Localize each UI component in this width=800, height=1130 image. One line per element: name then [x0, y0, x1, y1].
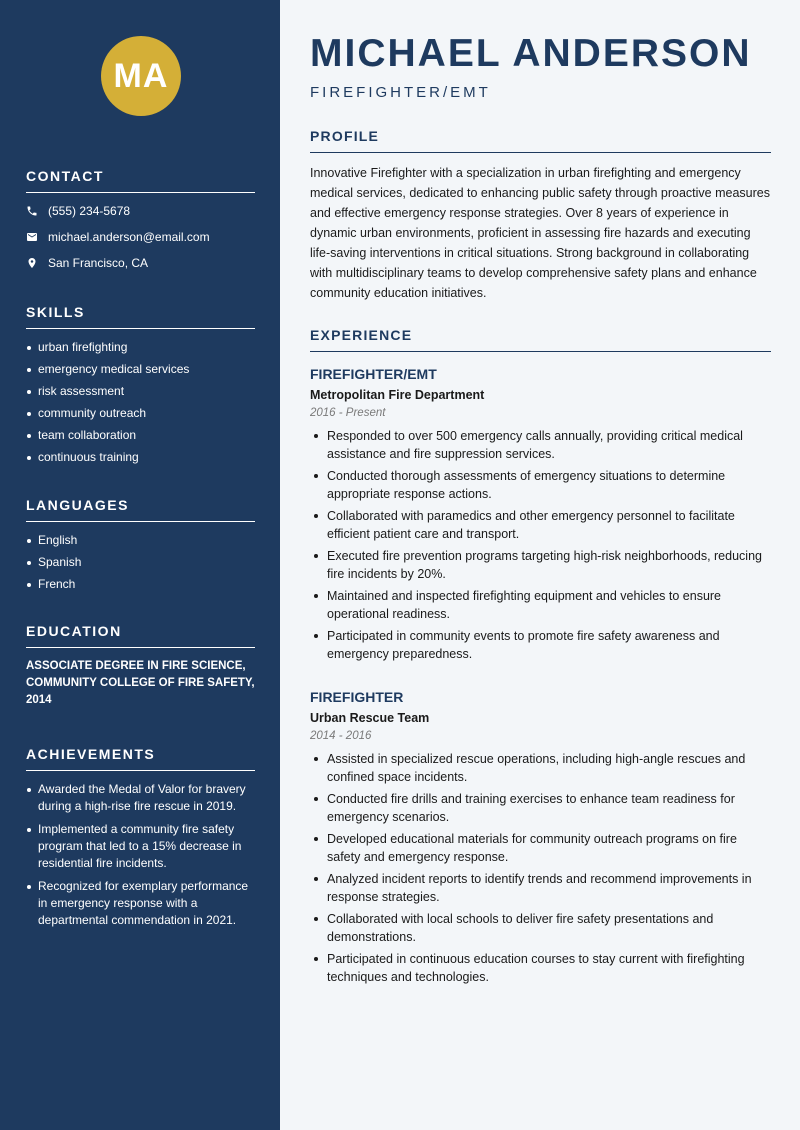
- profile-section: [310, 128, 771, 303]
- candidate-name: MICHAEL ANDERSON: [310, 32, 752, 75]
- sidebar: [0, 0, 280, 1130]
- job-dates: 2014 - 2016: [310, 730, 372, 742]
- education-entry: ASSOCIATE DEGREE IN FIRE SCIENCE, COMMUNITY COLLEGE OF FIRE SAFETY, 2014: [26, 660, 255, 706]
- profile-heading: PROFILE: [310, 128, 771, 153]
- education-heading: EDUCATION: [26, 623, 255, 648]
- contact-email-text[interactable]: michael.anderson@email.com: [48, 229, 210, 244]
- skill-item: community outreach: [26, 405, 255, 422]
- contact-heading: CONTACT: [26, 168, 255, 193]
- job-bullet: Participated in continuous education courses to stay current with firefighting techniques and technologies.: [310, 950, 771, 986]
- achievement-item: Implemented a community fire safety program that led to a 15% decrease in residential fire incidents.: [26, 821, 255, 872]
- skill-item: risk assessment: [26, 383, 255, 400]
- job-bullet: Responded to over 500 emergency calls annually, providing critical medical assistance and fire suppression services.: [310, 427, 771, 463]
- job-bullet: Developed educational materials for community outreach programs on fire safety and emergency response.: [310, 830, 771, 866]
- skills-heading: SKILLS: [26, 304, 255, 329]
- avatar: MA: [101, 36, 181, 116]
- job-bullet: Assisted in specialized rescue operations, including high-angle rescues and confined space incidents.: [310, 750, 771, 786]
- skill-item: team collaboration: [26, 427, 255, 444]
- contact-phone: [26, 202, 255, 219]
- experience-section: [310, 327, 771, 352]
- achievements-heading: ACHIEVEMENTS: [26, 746, 255, 771]
- contact-email: [26, 228, 255, 245]
- job-entry: [310, 366, 771, 667]
- job-bullet: Collaborated with local schools to deliver fire safety presentations and demonstrations.: [310, 910, 771, 946]
- job-title: FIREFIGHTER: [310, 689, 404, 705]
- job-entry: [310, 689, 771, 990]
- contact-location-text: San Francisco, CA: [48, 255, 149, 270]
- profile-text: Innovative Firefighter with a specialization in urban firefighting and emergency medical services, dedicated to enhancing public safety through proactive measures and effective emergency response strategies. Over 8 years of experience in dynamic urban environments, proficient in assessing fire hazards and executing life-saving interventions in critical situations. Strong background in collaborating with multidisciplinary teams to develop comprehensive safety plans and enhance community education initiatives.: [310, 166, 770, 300]
- job-bullet: Analyzed incident reports to identify trends and recommend improvements in response strategies.: [310, 870, 771, 906]
- skills-list: [26, 339, 255, 466]
- skill-item: emergency medical services: [26, 361, 255, 378]
- contact-section: [26, 168, 255, 271]
- location-icon: [26, 257, 38, 269]
- job-bullets: [310, 427, 771, 663]
- job-bullet: Collaborated with paramedics and other emergency personnel to facilitate efficient patient care and transport.: [310, 507, 771, 543]
- job-bullet: Conducted thorough assessments of emergency situations to determine appropriate response actions.: [310, 467, 771, 503]
- candidate-title: FIREFIGHTER/EMT: [310, 84, 491, 101]
- skill-item: urban firefighting: [26, 339, 255, 356]
- phone-icon: [26, 205, 38, 217]
- email-icon: [26, 231, 38, 243]
- education-section: [26, 623, 255, 709]
- language-item: English: [26, 532, 255, 549]
- achievements-list: [26, 781, 255, 929]
- skills-section: [26, 304, 255, 471]
- job-company: Urban Rescue Team: [310, 711, 430, 725]
- contact-phone-text[interactable]: (555) 234-5678: [48, 203, 131, 218]
- job-title: FIREFIGHTER/EMT: [310, 366, 437, 382]
- job-bullet: Maintained and inspected firefighting equipment and vehicles to ensure operational readiness.: [310, 587, 771, 623]
- languages-section: [26, 497, 255, 598]
- job-bullets: [310, 750, 771, 986]
- languages-list: [26, 532, 255, 593]
- job-bullet: Executed fire prevention programs targeting high-risk neighborhoods, reducing fire incidents by 20%.: [310, 547, 771, 583]
- language-item: French: [26, 576, 255, 593]
- language-item: Spanish: [26, 554, 255, 571]
- job-bullet: Conducted fire drills and training exercises to enhance team readiness for emergency scenarios.: [310, 790, 771, 826]
- job-dates: 2016 - Present: [310, 407, 386, 419]
- achievement-item: Awarded the Medal of Valor for bravery during a high-rise fire rescue in 2019.: [26, 781, 255, 815]
- achievements-section: [26, 746, 255, 935]
- experience-heading: EXPERIENCE: [310, 327, 771, 352]
- achievement-item: Recognized for exemplary performance in emergency response with a departmental commendation in 2021.: [26, 878, 255, 929]
- languages-heading: LANGUAGES: [26, 497, 255, 522]
- contact-location: [26, 254, 255, 271]
- job-company: Metropolitan Fire Department: [310, 388, 485, 402]
- skill-item: continuous training: [26, 449, 255, 466]
- job-bullet: Participated in community events to promote fire safety awareness and emergency preparedness.: [310, 627, 771, 663]
